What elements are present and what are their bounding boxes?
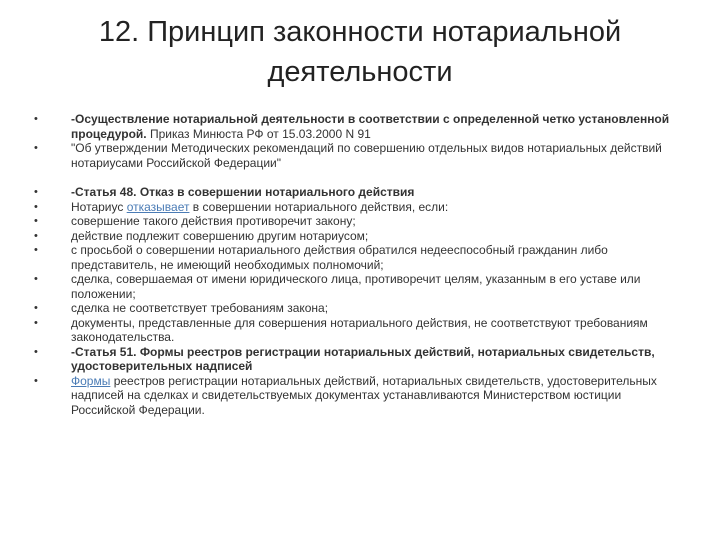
list-item-5	[34, 214, 674, 229]
item-2-text: "Об утверждении Методических рекомендаций по совершению отдельных видов нотариальных действий нотариусами Российской Федерации"	[71, 141, 662, 170]
slide-title	[40, 12, 680, 92]
item-7-text: с просьбой о совершении нотариального действия обратился недееспособный гражданин либо представитель, не имеющий необходимых полномочий;	[71, 243, 608, 272]
link-otkazyvaet[interactable]: отказывает	[126, 199, 190, 214]
bullet-icon: •	[34, 186, 38, 198]
bullet-icon: •	[34, 200, 38, 213]
list-item-6	[34, 229, 674, 244]
item-5-text: совершение такого действия противоречит закону;	[71, 214, 356, 228]
bullet-icon: •	[34, 273, 38, 285]
link-formy[interactable]: Формы	[71, 373, 111, 388]
item-11-bold: -Статья 51. Формы реестров регистрации нотариальных действий, нотариальных свидетельств, удостоверительных надписей	[71, 344, 655, 373]
list-item-7	[34, 243, 674, 272]
list-item-3	[34, 185, 674, 200]
list-item-11	[34, 345, 674, 374]
bullet-icon: •	[34, 244, 38, 256]
slide-title-line-1: 12. Принцип законности нотариальной	[98, 16, 622, 48]
bullet-list	[34, 112, 674, 417]
item-6-text: действие подлежит совершению другим нотариусом;	[71, 228, 369, 243]
list-item-1	[34, 112, 674, 141]
bullet-icon: •	[34, 374, 38, 387]
bullet-icon: •	[34, 302, 38, 314]
slide-title-line-2: деятельности	[267, 56, 453, 88]
bullet-icon: •	[34, 316, 38, 329]
item-3-bold: -Статья 48. Отказ в совершении нотариального действия	[71, 185, 415, 199]
item-9-text: сделка не соответствует требованиям закона;	[71, 301, 329, 315]
list-item-2	[34, 141, 674, 170]
item-1-bold: -Осуществление нотариальной деятельности в соответствии с определенной четко установленной процедурой.	[71, 112, 670, 141]
item-4-pre: Нотариус	[71, 199, 127, 214]
bullet-icon: •	[34, 215, 38, 227]
list-item-8	[34, 272, 674, 301]
item-12-post: реестров регистрации нотариальных действий, нотариальных свидетельств, удостоверительных надписей на сделках и свидетельствуемых документах устанавливаются Министерством юстиции Российской Федерации.	[71, 373, 657, 417]
item-8-text: сделка, совершаемая от имени юридического лица, противоречит целям, указанным в его уставе или положении;	[71, 272, 641, 301]
list-item-9	[34, 301, 674, 316]
bullet-icon: •	[34, 345, 38, 358]
list-item-12	[34, 374, 674, 418]
bullet-icon: •	[34, 142, 38, 154]
bullet-icon: •	[34, 229, 38, 242]
list-item-10	[34, 316, 674, 345]
item-1-text: Приказ Минюста РФ от 15.03.2000 N 91	[146, 126, 371, 141]
list-item-4	[34, 200, 674, 215]
item-10-text: документы, представленные для совершения нотариального действия, не соответствуют требованиям законодательства.	[71, 315, 648, 344]
bullet-icon: •	[34, 113, 38, 125]
item-4-post: в совершении нотариального действия, если:	[189, 199, 449, 214]
